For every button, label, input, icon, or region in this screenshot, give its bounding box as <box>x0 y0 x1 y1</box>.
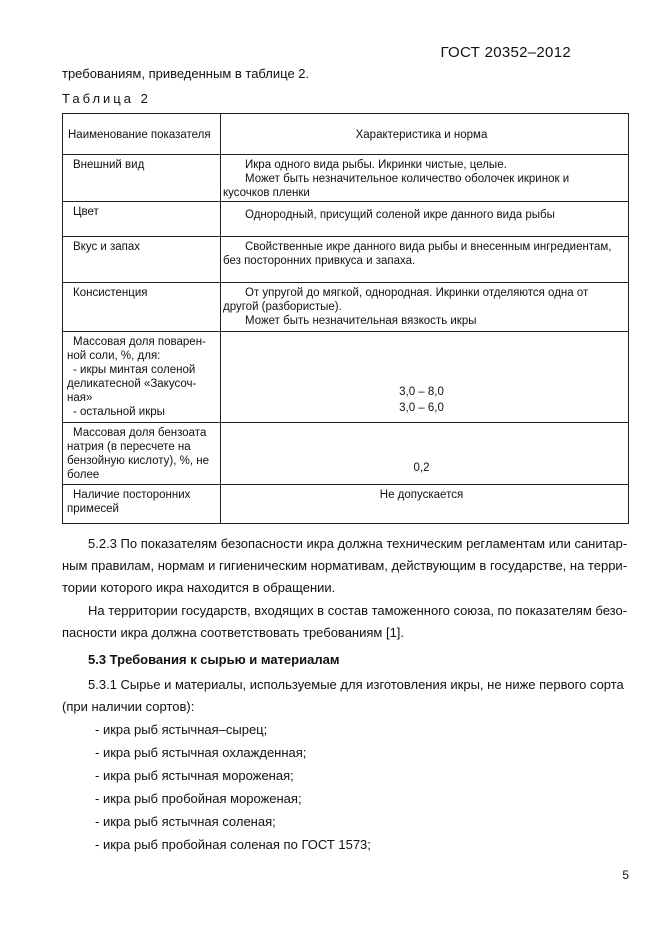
list-item: - икра рыб пробойная соленая по ГОСТ 1573; <box>95 837 371 852</box>
page-number: 5 <box>622 868 629 882</box>
list-item: - икра рыб пробойная мороженая; <box>95 791 302 806</box>
row-name-line: Внешний вид <box>73 159 145 171</box>
row-name-cell <box>63 237 221 283</box>
paragraph-line: (при наличии сортов): <box>62 699 195 714</box>
list-item: - икра рыб ястычная мороженая; <box>95 768 294 783</box>
table-row <box>63 423 629 485</box>
row-value-line: 3,0 – 6,0 <box>399 402 444 414</box>
row-value-line: 3,0 – 8,0 <box>399 386 444 398</box>
paragraph-5-3-1 <box>62 674 632 718</box>
row-name-cell <box>63 485 221 524</box>
paragraph-line: 5.2.3 По показателям безопасности икра должна техническим регламентам или санитар- <box>88 536 628 551</box>
row-value-line: Может быть незначительная вязкость икры <box>245 315 477 327</box>
column-header-indicator: Наименование показателя <box>63 114 221 155</box>
row-value-line: Свойственные икре данного вида рыбы и внесенным ингредиентам, <box>245 241 612 253</box>
row-value-cell <box>221 237 629 283</box>
row-name-line: Вкус и запах <box>73 241 141 253</box>
row-name-cell <box>63 423 221 485</box>
row-name-cell <box>63 202 221 237</box>
paragraph-5-2-3 <box>62 533 632 599</box>
row-name-cell <box>63 155 221 202</box>
row-value-line: 0,2 <box>413 462 430 474</box>
table-row <box>63 332 629 423</box>
row-name-line: натрия (в пересчете на <box>67 441 191 453</box>
document-code-header: ГОСТ 20352–2012 <box>440 44 571 61</box>
paragraph-customs-union <box>62 600 632 644</box>
list-item: - икра рыб ястычная охлажденная; <box>95 745 307 760</box>
table-row <box>63 202 629 237</box>
row-name-line: - остальной икры <box>73 406 165 418</box>
row-name-line: бензойную кислоту), %, не <box>67 455 210 467</box>
row-name-line: деликатесной «Закусоч- <box>67 378 197 390</box>
row-name-line: примесей <box>67 503 119 515</box>
list-item: - икра рыб ястычная соленая; <box>95 814 276 829</box>
row-name-line: Массовая доля бензоата <box>73 427 207 439</box>
row-name-line: ной соли, %, для: <box>67 350 161 362</box>
paragraph-line: На территории государств, входящих в состав таможенного союза, по показателям безо- <box>88 603 628 618</box>
row-name-line: Массовая доля поварен- <box>73 336 206 348</box>
row-value-cell <box>221 423 629 485</box>
row-value-line: Может быть незначительное количество оболочек икринок и <box>245 173 570 185</box>
row-name-line: ная» <box>67 392 93 404</box>
row-value-cell <box>221 202 629 237</box>
row-value-line: Икра одного вида рыбы. Икринки чистые, целые. <box>245 159 507 171</box>
row-value-line: без посторонних привкуса и запаха. <box>223 255 416 267</box>
row-value-line: Однородный, присущий соленой икре данного вида рыбы <box>245 209 555 221</box>
table-caption: Таблица 2 <box>62 91 151 106</box>
row-value-line: другой (разбористые). <box>223 301 342 313</box>
row-value-cell <box>221 332 629 423</box>
table-header-row <box>63 114 629 155</box>
section-heading-5-3: 5.3 Требования к сырью и материалам <box>88 652 340 667</box>
paragraph-line: пасности икра должна соответствовать требованиям [1]. <box>62 625 405 640</box>
paragraph-line: ным правилам, нормам и гигиеническим нормативам, действующим в государстве, на терри- <box>62 558 628 573</box>
table-row <box>63 155 629 202</box>
paragraph-line: тории которого икра находится в обращении. <box>62 580 336 595</box>
row-value-cell <box>221 485 629 524</box>
row-name-line: - икры минтая соленой <box>73 364 196 376</box>
row-value-line: От упругой до мягкой, однородная. Икринки отделяются одна от <box>245 287 589 299</box>
table-row <box>63 237 629 283</box>
row-value-line: Не допускается <box>379 489 464 501</box>
row-value-cell <box>221 283 629 332</box>
paragraph-line: 5.3.1 Сырье и материалы, используемые для изготовления икры, не ниже первого сорта <box>88 677 624 692</box>
row-value-cell <box>221 155 629 202</box>
row-value-line: кусочков пленки <box>223 187 310 199</box>
row-name-cell <box>63 283 221 332</box>
row-name-line: Наличие посторонних <box>73 489 191 501</box>
row-name-line: Цвет <box>73 206 99 218</box>
row-name-line: более <box>67 469 100 481</box>
specification-table <box>62 113 629 524</box>
column-header-characteristic: Характеристика и норма <box>221 114 629 155</box>
row-name-cell <box>63 332 221 423</box>
table-row <box>63 283 629 332</box>
intro-text: требованиям, приведенным в таблице 2. <box>62 66 310 81</box>
row-name-line: Консистенция <box>73 287 148 299</box>
table-row <box>63 485 629 524</box>
list-item: - икра рыб ястычная–сырец; <box>95 722 268 737</box>
